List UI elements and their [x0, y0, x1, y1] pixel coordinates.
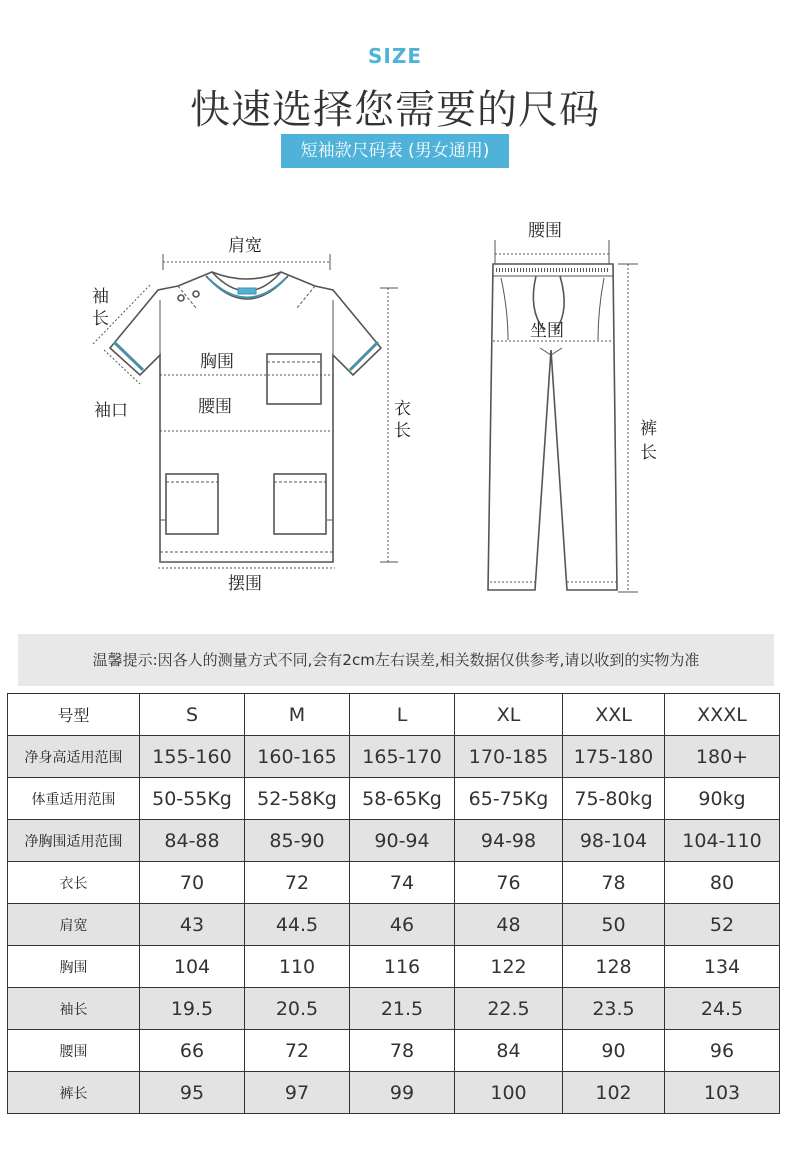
label-pants-length-2: 长	[640, 443, 657, 463]
table-cell: 104	[140, 946, 245, 988]
table-header-row	[8, 694, 780, 736]
table-cell: 58-65Kg	[350, 778, 455, 820]
row-label: 胸围	[8, 946, 140, 988]
table-header-cell: XXL	[563, 694, 665, 736]
table-cell: 72	[245, 1030, 350, 1072]
row-label: 腰围	[8, 1030, 140, 1072]
table-cell: 102	[563, 1072, 665, 1114]
table-row	[8, 778, 780, 820]
table-cell: 50-55Kg	[140, 778, 245, 820]
table-header-cell: M	[245, 694, 350, 736]
table-cell: 155-160	[140, 736, 245, 778]
table-cell: 110	[245, 946, 350, 988]
table-cell: 50	[563, 904, 665, 946]
table-cell: 22.5	[455, 988, 563, 1030]
table-header-cell: S	[140, 694, 245, 736]
label-sleeve-length-1: 袖	[92, 287, 109, 307]
shirt-illustration	[110, 272, 381, 562]
table-cell: 134	[665, 946, 780, 988]
shirt-measure-lines	[92, 254, 398, 568]
row-label: 肩宽	[8, 904, 140, 946]
subtitle-wrap	[0, 134, 790, 168]
table-cell: 90-94	[350, 820, 455, 862]
subtitle-badge: 短袖款尺码表 (男女通用)	[281, 134, 510, 168]
row-label: 净身高适用范围	[8, 736, 140, 778]
table-row	[8, 946, 780, 988]
page-title: 快速选择您需要的尺码	[190, 87, 600, 133]
table-cell: 98-104	[563, 820, 665, 862]
table-row	[8, 820, 780, 862]
table-cell: 76	[455, 862, 563, 904]
table-cell: 100	[455, 1072, 563, 1114]
table-row	[8, 1030, 780, 1072]
row-label: 裤长	[8, 1072, 140, 1114]
table-cell: 46	[350, 904, 455, 946]
table-cell: 43	[140, 904, 245, 946]
table-cell: 24.5	[665, 988, 780, 1030]
table-cell: 23.5	[563, 988, 665, 1030]
garment-diagram	[0, 200, 790, 610]
table-cell: 52-58Kg	[245, 778, 350, 820]
label-pants-hip: 坐围	[530, 321, 564, 341]
table-cell: 85-90	[245, 820, 350, 862]
table-cell: 72	[245, 862, 350, 904]
label-sleeve-length-2: 长	[92, 309, 109, 329]
table-cell: 66	[140, 1030, 245, 1072]
label-pants-waist: 腰围	[528, 221, 562, 241]
pants-illustration	[488, 264, 617, 590]
table-cell: 74	[350, 862, 455, 904]
table-cell: 78	[350, 1030, 455, 1072]
table-cell: 160-165	[245, 736, 350, 778]
table-cell: 94-98	[455, 820, 563, 862]
table-header-cell: 号型	[8, 694, 140, 736]
table-cell: 44.5	[245, 904, 350, 946]
table-cell: 95	[140, 1072, 245, 1114]
label-shoulder: 肩宽	[228, 236, 262, 256]
table-header-cell: XL	[455, 694, 563, 736]
table-cell: 48	[455, 904, 563, 946]
table-cell: 99	[350, 1072, 455, 1114]
label-body-length-1: 衣	[394, 399, 411, 419]
table-cell: 103	[665, 1072, 780, 1114]
table-cell: 170-185	[455, 736, 563, 778]
label-pants-length-1: 裤	[640, 419, 657, 439]
table-cell: 180+	[665, 736, 780, 778]
table-row	[8, 862, 780, 904]
table-cell: 116	[350, 946, 455, 988]
table-cell: 52	[665, 904, 780, 946]
row-label: 净胸围适用范围	[8, 820, 140, 862]
table-cell: 84	[455, 1030, 563, 1072]
label-waist: 腰围	[198, 397, 232, 417]
label-cuff: 袖口	[94, 401, 128, 421]
table-cell: 20.5	[245, 988, 350, 1030]
table-cell: 19.5	[140, 988, 245, 1030]
table-header-cell: XXXL	[665, 694, 780, 736]
table-cell: 65-75Kg	[455, 778, 563, 820]
table-cell: 122	[455, 946, 563, 988]
table-header-cell: L	[350, 694, 455, 736]
row-label: 体重适用范围	[8, 778, 140, 820]
row-label: 袖长	[8, 988, 140, 1030]
table-cell: 165-170	[350, 736, 455, 778]
label-body-length-2: 长	[394, 421, 411, 441]
tip-notice: 温馨提示:因各人的测量方式不同,会有2cm左右误差,相关数据仅供参考,请以收到的实物为准	[18, 634, 774, 686]
table-row	[8, 1072, 780, 1114]
label-hem: 摆围	[228, 574, 262, 594]
table-cell: 90	[563, 1030, 665, 1072]
table-cell: 80	[665, 862, 780, 904]
table-cell: 70	[140, 862, 245, 904]
table-cell: 96	[665, 1030, 780, 1072]
table-cell: 84-88	[140, 820, 245, 862]
table-cell: 90kg	[665, 778, 780, 820]
table-cell: 175-180	[563, 736, 665, 778]
table-cell: 21.5	[350, 988, 455, 1030]
table-row	[8, 904, 780, 946]
table-cell: 104-110	[665, 820, 780, 862]
row-label: 衣长	[8, 862, 140, 904]
size-table	[7, 693, 780, 1114]
table-cell: 75-80kg	[563, 778, 665, 820]
table-cell: 97	[245, 1072, 350, 1114]
size-heading: SIZE	[367, 44, 422, 68]
label-chest: 胸围	[200, 352, 234, 372]
table-row	[8, 988, 780, 1030]
table-row	[8, 736, 780, 778]
table-cell: 128	[563, 946, 665, 988]
table-cell: 78	[563, 862, 665, 904]
